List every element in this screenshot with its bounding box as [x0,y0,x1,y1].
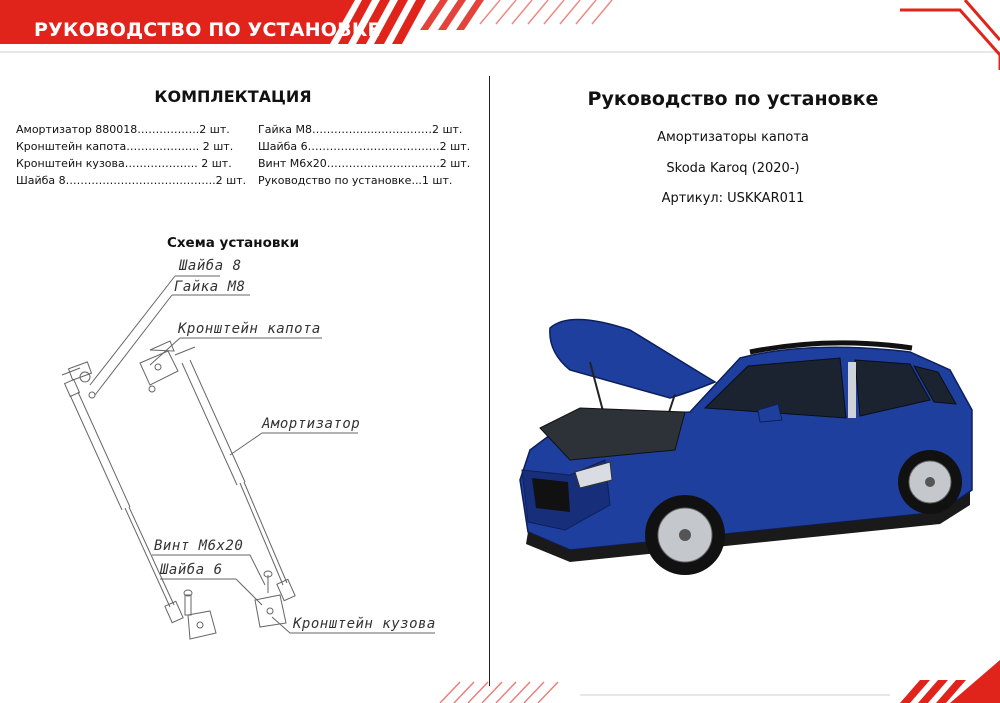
kit-item: Шайба 8…………………………………..2 шт. [16,174,247,187]
kit-item: Винт М6х20……………………...….2 шт. [258,157,471,170]
label-nut-m8: Гайка М8 [174,279,246,295]
kit-item: Кронштейн капота……………….. 2 шт. [16,140,234,153]
label-washer-8: Шайба 8 [179,258,242,274]
product-subtitle: Амортизаторы капота [657,130,809,145]
label-hood-bracket: Кронштейн капота [178,321,321,337]
product-article: Артикул: USKKAR011 [661,191,805,206]
vertical-divider [489,76,490,686]
scheme-title: Схема установки [166,235,300,251]
kit-item: Кронштейн кузова……………….. 2 шт. [16,157,232,170]
kit-item: Амортизатор 880018……………..2 шт. [16,123,230,136]
kit-item: Шайба 6………………………………2 шт. [258,140,471,153]
label-washer-6: Шайба 6 [160,562,223,578]
label-screw-m6x20: Винт М6х20 [154,538,244,554]
kit-item: Гайка М8……………...……...……2 шт. [258,123,463,136]
product-model: Skoda Karoq (2020-) [666,161,800,176]
corner-decoration [430,660,1000,703]
product-title: Руководство по установке [587,88,879,110]
kit-title: КОМПЛЕКТАЦИЯ [154,87,312,106]
installation-diagram [40,255,460,695]
label-body-bracket: Кронштейн кузова [293,616,436,632]
label-shock: Амортизатор [262,416,361,432]
kit-item: Руководство по установке...1 шт. [258,174,453,187]
kit-list-left [16,121,246,189]
header-title: РУКОВОДСТВО ПО УСТАНОВКЕ [34,19,381,41]
kit-list-right [258,121,470,189]
car-illustration [510,300,980,600]
